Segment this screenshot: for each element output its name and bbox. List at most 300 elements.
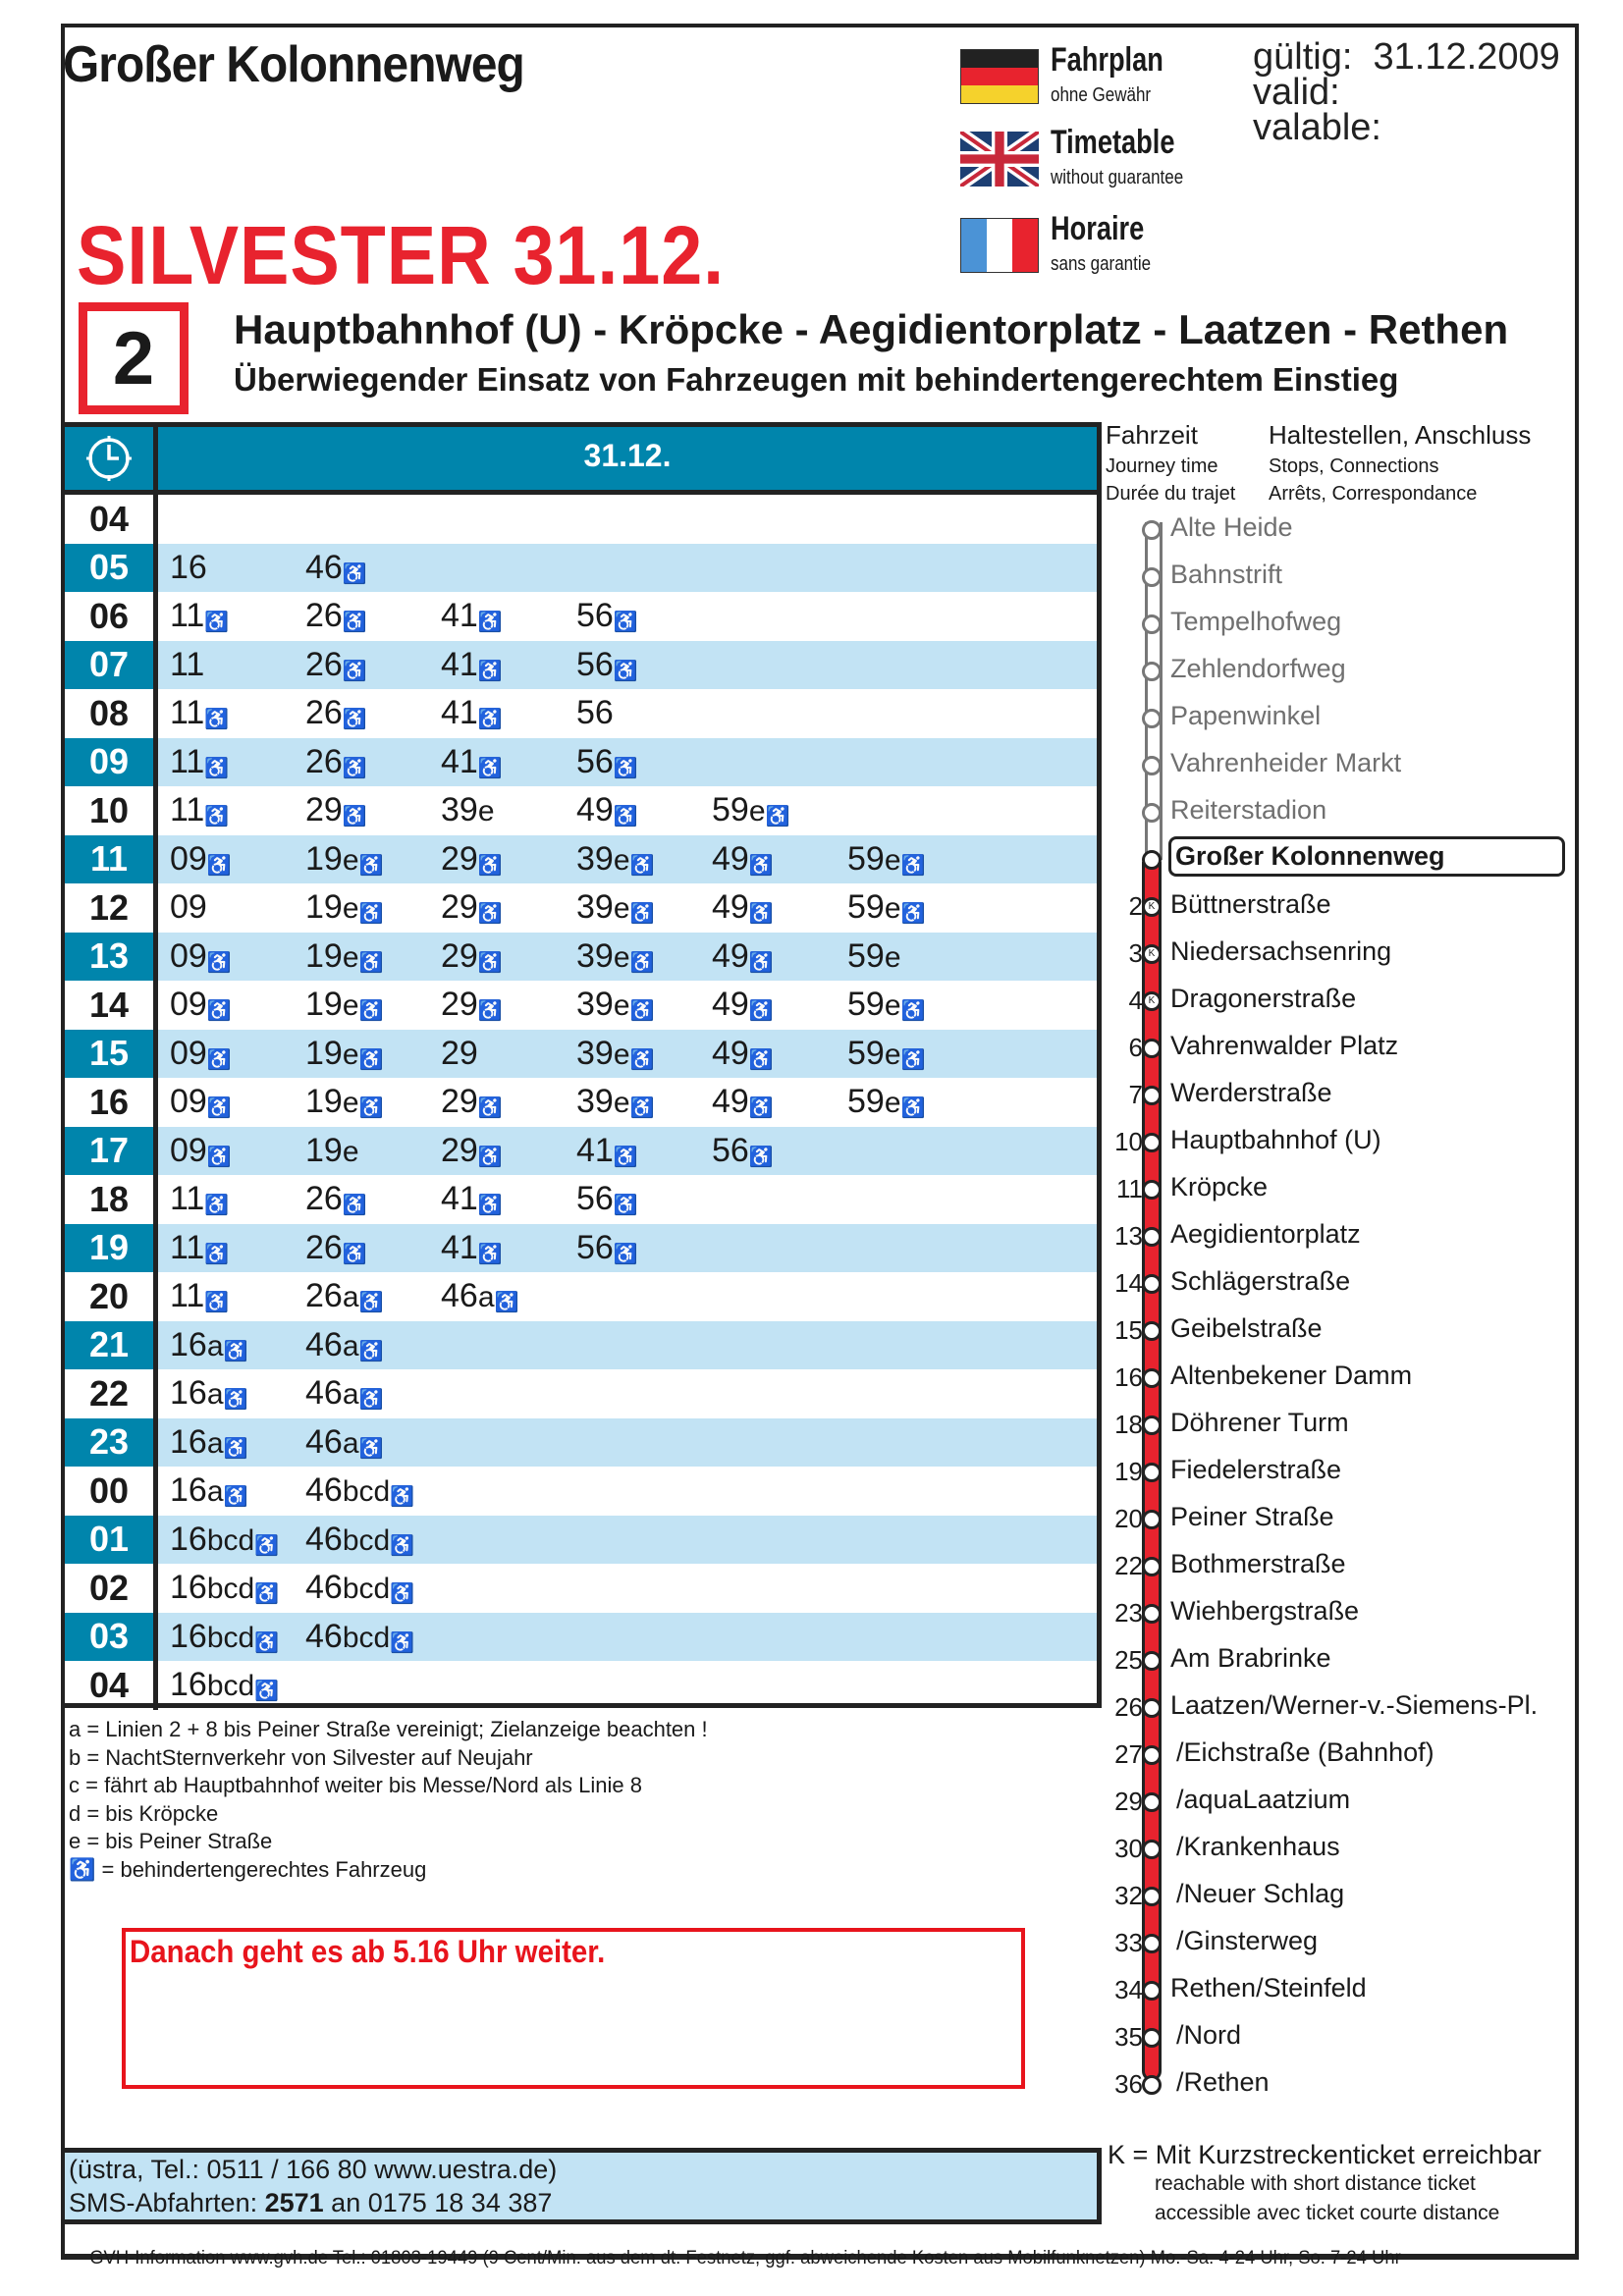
departure-minute: 59e♿ <box>847 888 926 927</box>
departure-minute: 16bcd♿ <box>170 1569 280 1607</box>
journey-time: 4 <box>1128 986 1143 1015</box>
stop-item <box>1106 1735 1567 1783</box>
stop-name: Altenbekener Damm <box>1170 1361 1413 1390</box>
departure-minute: 19e <box>305 1131 359 1169</box>
stop-name: Bahnstrift <box>1170 560 1283 589</box>
stop-item <box>1106 1264 1567 1311</box>
wheelchair-icon: ♿ <box>342 1195 367 1217</box>
wheelchair-icon: ♿ <box>342 562 367 585</box>
wheelchair-icon: ♿ <box>206 1048 232 1071</box>
hour-cell: 17 <box>65 1127 158 1176</box>
stop-name: Geibelstraße <box>1170 1313 1323 1343</box>
hour-cell: 01 <box>65 1516 158 1565</box>
stop-name: Papenwinkel <box>1170 701 1322 730</box>
wheelchair-icon: ♿ <box>477 660 503 682</box>
german-flag-icon <box>960 49 1039 104</box>
wheelchair-icon: ♿ <box>223 1389 248 1412</box>
departure-minute: 49♿ <box>712 986 774 1024</box>
departure-minute: 39e♿ <box>576 986 655 1024</box>
stop-name: Am Brabrinke <box>1170 1643 1331 1673</box>
timetable-row <box>65 835 1097 884</box>
departure-minute: 29♿ <box>441 1083 503 1121</box>
valid-label-fr: valable: <box>1253 107 1381 148</box>
departure-minute: 26a♿ <box>305 1277 384 1315</box>
journey-time: 23 <box>1114 1598 1143 1628</box>
journey-time-en: Journey time <box>1106 455 1218 477</box>
departure-minute: 29♿ <box>441 986 503 1024</box>
timetable-row <box>65 738 1097 787</box>
stop-item <box>1106 1641 1567 1688</box>
line-number-badge: 2 <box>79 302 189 414</box>
stop-item <box>1106 1877 1567 1924</box>
contact-line: (üstra, Tel.: 0511 / 166 80 www.uestra.de) <box>69 2155 558 2184</box>
wheelchair-icon: ♿ <box>613 612 638 634</box>
wheelchair-icon: ♿ <box>477 757 503 779</box>
footnote: d = bis Kröpcke <box>69 1800 219 1826</box>
stop-item <box>1106 1547 1567 1594</box>
journey-time: 14 <box>1114 1268 1143 1298</box>
departure-minute: 46bcd♿ <box>305 1520 415 1558</box>
wheelchair-icon: ♿ <box>342 709 367 731</box>
wheelchair-icon: ♿ <box>477 1000 503 1023</box>
sms-label: SMS-Abfahrten: <box>69 2188 265 2217</box>
journey-time: 10 <box>1114 1127 1143 1156</box>
stop-item <box>1106 558 1567 605</box>
clock-icon <box>65 427 158 490</box>
departure-minute: 16bcd♿ <box>170 1666 280 1704</box>
departure-minute: 09♿ <box>170 1083 232 1121</box>
wheelchair-icon: ♿ <box>748 951 774 974</box>
stop-name: Zehlendorfweg <box>1170 654 1346 683</box>
hour-cell: 09 <box>65 738 158 787</box>
stop-item <box>1106 1359 1567 1406</box>
wheelchair-icon: ♿ <box>477 854 503 877</box>
wheelchair-icon: ♿ <box>900 1097 926 1120</box>
hour-cell: 18 <box>65 1175 158 1224</box>
wheelchair-icon: ♿ <box>204 1243 230 1265</box>
wheelchair-icon: ♿ <box>358 1340 384 1362</box>
wheelchair-icon: ♿ <box>342 757 367 779</box>
journey-time-fr: Durée du trajet <box>1106 483 1236 505</box>
departure-minute: 19e♿ <box>305 888 384 927</box>
wheelchair-icon: ♿ <box>748 1097 774 1120</box>
stop-name: /Neuer Schlag <box>1176 1879 1345 1908</box>
departure-minute: 16bcd♿ <box>170 1617 280 1655</box>
flag-title: Horaire <box>1051 210 1145 247</box>
timetable-row <box>65 1564 1097 1613</box>
departure-minute: 59e♿ <box>712 791 790 829</box>
stop-name: /Krankenhaus <box>1176 1832 1340 1861</box>
journey-time: 25 <box>1114 1645 1143 1675</box>
departure-minute: 49♿ <box>712 1083 774 1121</box>
departure-minute: 29 <box>441 1034 478 1072</box>
wheelchair-icon: ♿ <box>748 1000 774 1023</box>
timetable-row <box>65 1418 1097 1468</box>
wheelchair-icon: ♿ <box>613 806 638 828</box>
wheelchair-icon: ♿ <box>254 1583 280 1606</box>
departure-minute: 59e♿ <box>847 986 926 1024</box>
departure-minute: 49♿ <box>712 936 774 975</box>
departure-minute: 11♿ <box>170 742 230 780</box>
stop-name: Niedersachsenring <box>1170 936 1392 966</box>
stop-item <box>1106 2065 1567 2112</box>
wheelchair-icon: ♿ <box>390 1631 415 1654</box>
departure-minute: 11♿ <box>170 1277 230 1315</box>
journey-time: 22 <box>1114 1551 1143 1580</box>
departure-minute: 26♿ <box>305 694 367 732</box>
hour-cell: 19 <box>65 1224 158 1273</box>
departure-minute: 16a♿ <box>170 1374 248 1413</box>
timetable-row <box>65 592 1097 641</box>
journey-time: 20 <box>1114 1504 1143 1533</box>
special-day-title: SILVESTER 31.12. <box>77 209 726 301</box>
wheelchair-icon: ♿ <box>342 660 367 682</box>
wheelchair-icon: ♿ <box>613 757 638 779</box>
wheelchair-icon: ♿ <box>765 806 790 828</box>
stop-name: Büttnerstraße <box>1170 889 1331 919</box>
wheelchair-icon: ♿ <box>206 854 232 877</box>
wheelchair-icon: ♿ <box>206 1146 232 1168</box>
flag-title: Fahrplan <box>1051 41 1163 79</box>
stop-name: Kröpcke <box>1170 1172 1269 1201</box>
footnotes <box>69 1716 708 1884</box>
journey-time: 18 <box>1114 1410 1143 1439</box>
wheelchair-icon: ♿ <box>358 1097 384 1120</box>
journey-time: 19 <box>1114 1457 1143 1486</box>
journey-time: 13 <box>1114 1221 1143 1251</box>
departure-minute: 41♿ <box>576 1131 638 1169</box>
wheelchair-icon: ♿ <box>629 903 655 926</box>
stop-item <box>1106 746 1567 793</box>
valid-label-en: valid: <box>1253 72 1340 113</box>
departure-minute: 16a♿ <box>170 1471 248 1510</box>
stop-name: Bothmerstraße <box>1170 1549 1346 1578</box>
departure-minute: 39e♿ <box>576 839 655 878</box>
validity <box>1253 36 1560 148</box>
journey-time: 35 <box>1114 2022 1143 2052</box>
journey-time: 6 <box>1128 1033 1143 1062</box>
stop-title: Großer Kolonnenweg <box>63 36 524 93</box>
wheelchair-icon: ♿ <box>204 1292 230 1314</box>
stop-item <box>1106 652 1567 699</box>
timetable-row <box>65 495 1097 544</box>
stop-item <box>1106 793 1567 840</box>
stop-name: Großer Kolonnenweg <box>1168 836 1565 877</box>
hour-cell: 04 <box>65 495 158 544</box>
journey-time: 26 <box>1114 1692 1143 1722</box>
journey-time: 36 <box>1114 2069 1143 2099</box>
stop-name: Tempelhofweg <box>1170 607 1342 636</box>
k-note-de: K = Mit Kurzstreckenticket erreichbar <box>1108 2140 1542 2169</box>
hour-cell: 13 <box>65 933 158 982</box>
stop-name: Döhrener Turm <box>1170 1408 1349 1437</box>
hour-cell: 22 <box>65 1369 158 1418</box>
footnote: e = bis Peiner Straße <box>69 1829 273 1853</box>
departure-minute: 46♿ <box>305 548 367 586</box>
hour-cell: 15 <box>65 1030 158 1079</box>
timetable-row <box>65 1516 1097 1565</box>
departure-minute: 11♿ <box>170 694 230 732</box>
departure-minute: 29♿ <box>305 791 367 829</box>
departure-minute: 56♿ <box>576 1228 638 1266</box>
departure-minute: 46a♿ <box>305 1422 384 1461</box>
wheelchair-icon: ♿ <box>206 1097 232 1120</box>
timetable-row <box>65 1321 1097 1370</box>
wheelchair-icon: ♿ <box>477 1097 503 1120</box>
hour-cell: 07 <box>65 641 158 690</box>
stop-item <box>1106 1830 1567 1877</box>
wheelchair-icon: ♿ <box>613 1146 638 1168</box>
departure-minute: 19e♿ <box>305 936 384 975</box>
stop-item <box>1106 1453 1567 1500</box>
stop-item <box>1106 1406 1567 1453</box>
timetable-row <box>65 1078 1097 1127</box>
timetable-row <box>65 933 1097 982</box>
sms-number: an 0175 18 34 387 <box>323 2188 553 2217</box>
wheelchair-icon: ♿ <box>204 612 230 634</box>
departure-minute: 49♿ <box>576 791 638 829</box>
stop-name: Fiedelerstraße <box>1170 1455 1342 1484</box>
wheelchair-icon: ♿ <box>629 951 655 974</box>
stop-name: Vahrenheider Markt <box>1170 748 1402 777</box>
hour-cell: 08 <box>65 689 158 738</box>
departure-minute: 46bcd♿ <box>305 1471 415 1510</box>
stop-item <box>1106 1170 1567 1217</box>
wheelchair-icon: ♿ <box>342 806 367 828</box>
stop-name: Vahrenwalder Platz <box>1170 1031 1399 1060</box>
departure-minute: 29♿ <box>441 936 503 975</box>
uk-flag-icon <box>960 132 1039 187</box>
stop-name: /Rethen <box>1176 2067 1270 2097</box>
journey-time: 27 <box>1114 1739 1143 1769</box>
journey-time: 15 <box>1114 1315 1143 1345</box>
departure-minute: 26♿ <box>305 597 367 635</box>
k-note-fr: accessible avec ticket courte distance <box>1155 2202 1500 2224</box>
short-distance-stop-icon: K <box>1142 991 1162 1011</box>
departure-minute: 16 <box>170 548 207 586</box>
flag-subtitle: sans garantie <box>1051 253 1152 275</box>
route-title: Hauptbahnhof (U) - Kröpcke - Aegidientorplatz - Laatzen - Rethen <box>234 306 1509 352</box>
contact-box <box>65 2148 1102 2224</box>
hour-cell: 10 <box>65 786 158 835</box>
timetable-rows <box>65 495 1097 1710</box>
stop-name: Werderstraße <box>1170 1078 1332 1107</box>
timetable-row <box>65 1175 1097 1224</box>
stop-item <box>1106 1123 1567 1170</box>
departure-minute: 09♿ <box>170 1034 232 1072</box>
wheelchair-icon: ♿ <box>223 1340 248 1362</box>
departure-minute: 41♿ <box>441 742 503 780</box>
stop-name: Dragonerstraße <box>1170 984 1357 1013</box>
french-flag-icon <box>960 218 1039 273</box>
stop-name: Wiehbergstraße <box>1170 1596 1360 1626</box>
departure-minute: 49♿ <box>712 1034 774 1072</box>
wheelchair-icon: ♿ <box>900 903 926 926</box>
departure-minute: 41♿ <box>441 597 503 635</box>
wheelchair-icon: ♿ <box>204 757 230 779</box>
departure-minute: 56♿ <box>576 1180 638 1218</box>
timetable-row <box>65 1369 1097 1418</box>
timetable-row <box>65 981 1097 1030</box>
stop-name: Aegidientorplatz <box>1170 1219 1361 1249</box>
wheelchair-icon: ♿ <box>358 854 384 877</box>
stop-name: Reiterstadion <box>1170 795 1327 825</box>
departure-minute: 39e♿ <box>576 1083 655 1121</box>
wheelchair-icon: ♿ <box>204 806 230 828</box>
stop-name: Peiner Straße <box>1170 1502 1334 1531</box>
timetable-row <box>65 689 1097 738</box>
departure-minute: 26♿ <box>305 1180 367 1218</box>
wheelchair-icon: ♿ <box>900 1000 926 1023</box>
wheelchair-icon: ♿ <box>477 1146 503 1168</box>
wheelchair-icon: ♿ <box>254 1631 280 1654</box>
departure-minute: 09♿ <box>170 936 232 975</box>
stop-name: Schlägerstraße <box>1170 1266 1351 1296</box>
departure-minute: 41♿ <box>441 1228 503 1266</box>
stop-item <box>1106 1500 1567 1547</box>
stop-name: Alte Heide <box>1170 512 1293 542</box>
wheelchair-icon: ♿ <box>477 1195 503 1217</box>
departure-minute: 41♿ <box>441 1180 503 1218</box>
wheelchair-icon: ♿ <box>358 1292 384 1314</box>
departure-minute: 56♿ <box>576 597 638 635</box>
notice-box <box>122 1928 1025 2089</box>
journey-time: 16 <box>1114 1362 1143 1392</box>
hour-cell: 03 <box>65 1613 158 1662</box>
departure-minute: 16a♿ <box>170 1422 248 1461</box>
departure-minute: 19e♿ <box>305 839 384 878</box>
wheelchair-icon: ♿ <box>358 1000 384 1023</box>
departure-minute: 11♿ <box>170 597 230 635</box>
departure-minute: 26♿ <box>305 742 367 780</box>
stop-item <box>1106 1217 1567 1264</box>
departure-minute: 29♿ <box>441 888 503 927</box>
wheelchair-icon: ♿ <box>900 1048 926 1071</box>
footnote: c = fährt ab Hauptbahnhof weiter bis Messe/Nord als Linie 8 <box>69 1773 642 1797</box>
wheelchair-icon: ♿ <box>629 1097 655 1120</box>
wheelchair-icon: ♿ <box>613 1243 638 1265</box>
stop-item <box>1106 840 1567 887</box>
departure-minute: 11 <box>170 645 205 683</box>
departure-minute: 59e <box>847 936 901 975</box>
departure-minute: 49♿ <box>712 888 774 927</box>
hour-cell: 11 <box>65 835 158 884</box>
departure-minute: 41♿ <box>441 694 503 732</box>
departure-minute: 11♿ <box>170 791 230 829</box>
journey-time: 7 <box>1128 1080 1143 1109</box>
notice-text: Danach geht es ab 5.16 Uhr weiter. <box>130 1934 606 1969</box>
short-distance-note <box>1108 2140 1542 2228</box>
footnote: ♿ = behindertengerechtes Fahrzeug <box>69 1856 427 1882</box>
hour-cell: 16 <box>65 1078 158 1127</box>
departure-minute: 39e♿ <box>576 1034 655 1072</box>
hour-cell: 12 <box>65 883 158 933</box>
timetable-row <box>65 1613 1097 1662</box>
departure-minute: 26♿ <box>305 1228 367 1266</box>
stop-item <box>1106 934 1567 982</box>
journey-time: 33 <box>1114 1928 1143 1957</box>
journey-time: 32 <box>1114 1881 1143 1910</box>
timetable-header <box>65 422 1097 495</box>
wheelchair-icon: ♿ <box>204 1195 230 1217</box>
journey-time: 34 <box>1114 1975 1143 2004</box>
stop-item <box>1106 1783 1567 1830</box>
stop-list <box>1106 510 1567 2112</box>
stop-item <box>1106 2018 1567 2065</box>
journey-time-de: Fahrzeit <box>1106 420 1198 450</box>
stop-item <box>1106 1594 1567 1641</box>
wheelchair-icon: ♿ <box>748 854 774 877</box>
journey-time: 3 <box>1128 938 1143 968</box>
wheelchair-icon: ♿ <box>342 612 367 634</box>
stop-name: /Ginsterweg <box>1176 1926 1319 1955</box>
hour-cell: 00 <box>65 1467 158 1516</box>
stop-item <box>1106 887 1567 934</box>
stop-item <box>1106 1688 1567 1735</box>
wheelchair-icon: ♿ <box>254 1534 280 1557</box>
journey-time: 2 <box>1128 891 1143 921</box>
stops-fr: Arrêts, Correspondance <box>1269 483 1478 505</box>
wheelchair-icon: ♿ <box>477 709 503 731</box>
hour-cell: 05 <box>65 544 158 593</box>
timetable <box>65 422 1102 1708</box>
wheelchair-icon: ♿ <box>358 1437 384 1460</box>
hour-cell: 02 <box>65 1564 158 1613</box>
timetable-row <box>65 1467 1097 1516</box>
footnote: b = NachtSternverkehr von Silvester auf Neujahr <box>69 1744 533 1770</box>
wheelchair-icon: ♿ <box>748 903 774 926</box>
departure-minute: 46a♿ <box>305 1325 384 1363</box>
sms-line <box>69 2186 1097 2219</box>
wheelchair-icon: ♿ <box>748 1048 774 1071</box>
wheelchair-icon: ♿ <box>223 1437 248 1460</box>
departure-minute: 26♿ <box>305 645 367 683</box>
footnote: a = Linien 2 + 8 bis Peiner Straße vereinigt; Zielanzeige beachten ! <box>69 1717 708 1741</box>
departure-minute: 39e <box>441 791 495 829</box>
timetable-row <box>65 641 1097 690</box>
hour-cell: 06 <box>65 592 158 641</box>
wheelchair-icon: ♿ <box>254 1681 280 1703</box>
departure-minute: 19e♿ <box>305 1034 384 1072</box>
stop-item <box>1106 1971 1567 2018</box>
timetable-row <box>65 1661 1097 1710</box>
short-distance-stop-icon: K <box>1142 897 1162 917</box>
timetable-row <box>65 1127 1097 1176</box>
departure-minute: 09♿ <box>170 986 232 1024</box>
wheelchair-icon: ♿ <box>358 1389 384 1412</box>
wheelchair-icon: ♿ <box>629 1048 655 1071</box>
departure-minute: 11♿ <box>170 1180 230 1218</box>
wheelchair-icon: ♿ <box>358 951 384 974</box>
flag-title: Timetable <box>1051 124 1175 161</box>
wheelchair-icon: ♿ <box>629 1000 655 1023</box>
wheelchair-icon: ♿ <box>204 709 230 731</box>
stop-name: /aquaLaatzium <box>1176 1785 1351 1814</box>
wheelchair-icon: ♿ <box>358 1048 384 1071</box>
departure-minute: 49♿ <box>712 839 774 878</box>
departure-minute: 29♿ <box>441 1131 503 1169</box>
wheelchair-icon: ♿ <box>477 1243 503 1265</box>
departure-minute: 09♿ <box>170 1131 232 1169</box>
day-header: 31.12. <box>583 438 672 473</box>
timetable-row <box>65 883 1097 933</box>
wheelchair-icon: ♿ <box>342 1243 367 1265</box>
wheelchair-icon: ♿ <box>629 854 655 877</box>
wheelchair-icon: ♿ <box>613 1195 638 1217</box>
hour-cell: 20 <box>65 1272 158 1321</box>
timetable-row <box>65 1030 1097 1079</box>
stop-item <box>1106 1076 1567 1123</box>
